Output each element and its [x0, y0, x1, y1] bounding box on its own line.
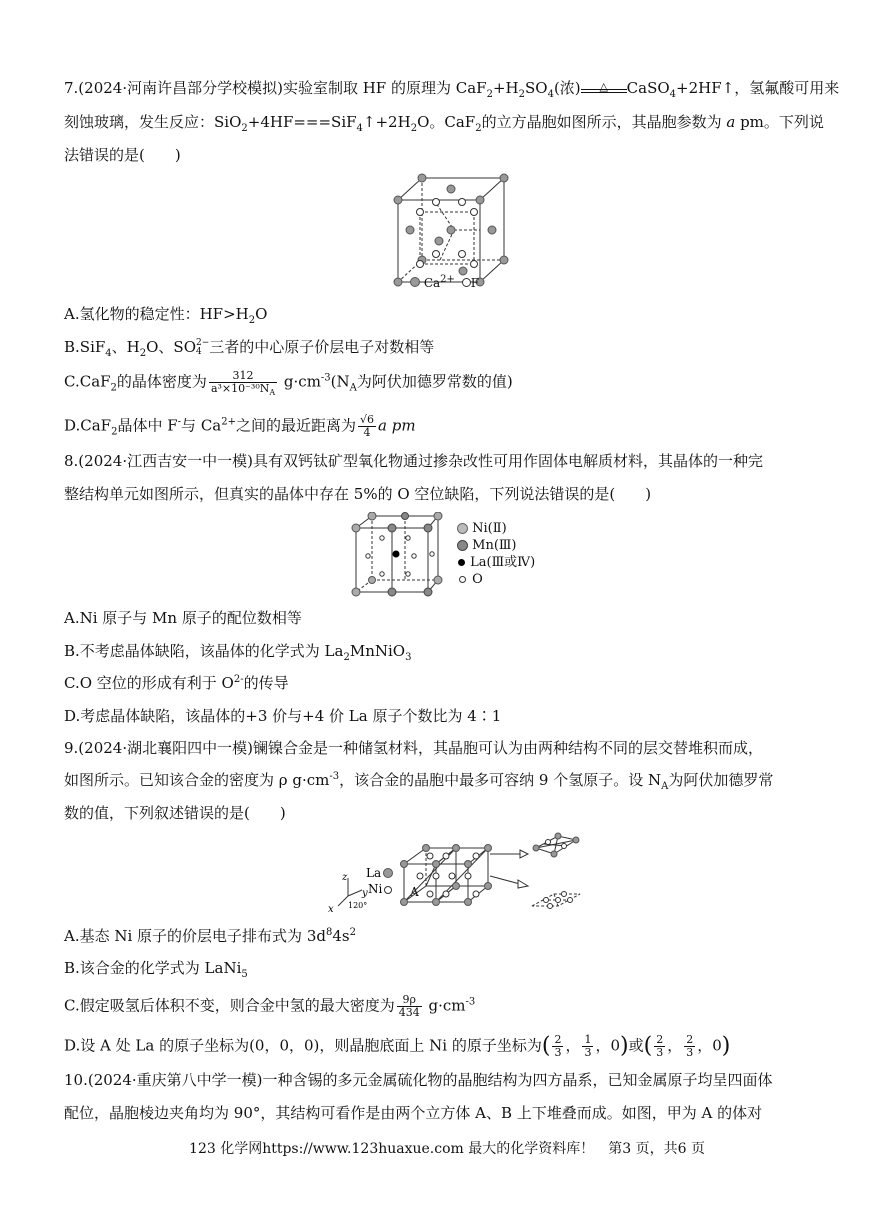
q7-line3: 法错误的是( ): [64, 146, 181, 164]
q7-option-b: B.SiF$_4$、$H_2O$、SO 2− 4 三者的中心原子价层电子对数相等: [64, 338, 435, 359]
page-footer: 123 化学网https://www.123huaxue.com 最大的化学资料库！ 第3 页，共6 页: [189, 1141, 705, 1157]
fig-ni-label: Ni: [368, 882, 383, 896]
axis-x-label: x: [328, 904, 334, 915]
q9-line3: 数的值，下列叙述错误的是( ): [64, 804, 286, 822]
q8-line2: 整结构单元如图所示，但真实的晶体中存在 5%的 O 空位缺陷，下列说法错误的是( ): [64, 485, 652, 503]
ca-dot-icon: [410, 277, 420, 287]
fig-a-label: A: [410, 885, 419, 899]
lani-cell-figure: [318, 826, 588, 918]
legend-o: O: [457, 571, 535, 588]
legend-ni: Ni(Ⅱ): [457, 520, 535, 537]
q8-option-c: C.O 空位的形成有利于 $O^{2-}$的传导: [64, 674, 289, 692]
q8-option-b: B.不考虑晶体缺陷，该晶体的化学式为 $La_2MnNiO_3$: [64, 642, 412, 663]
axis-z-label: z: [342, 872, 348, 883]
q9-line2: 如图所示。已知该合金的密度为 ρ $g\cdot cm^{-3}$，该合金的晶胞中最多可容纳 9 个氢原子。设 $N_A$为阿伏加德罗常: [64, 771, 774, 792]
distance-fraction: $\frac{√6}{4}$: [360, 413, 375, 439]
q10-line2: 配位，晶胞棱边夹角均为 90°，其结构可看作是由两个立方体 A、B 上下堆叠而成。如图，甲为 A 的体对: [64, 1104, 763, 1122]
q8-line1: 8.(2024·江西吉安一中一模)具有双钙钛矿型氧化物通过掺杂改性可用作固体电解质材料，其晶体的一种完: [64, 452, 763, 470]
heat-arrow: △: [581, 91, 627, 93]
q7-option-c: C.CaF$_2$的晶体密度为 $\frac{312}{a^3\times 10^{-30}N_A}$ $g\cdot cm^{-3}(N_A$为阿伏加德罗常数的值): [64, 369, 513, 398]
density-fraction: $\frac{312}{a^3\times 10^{-30}N_A}$: [210, 369, 276, 398]
q7-option-a: A.氢化物的稳定性：$HF>H_2O$: [64, 305, 268, 326]
q9-line1: 9.(2024·湖北襄阳四中一模)镧镍合金是一种储氢材料，其晶胞可认为由两种结构不同的层交替堆积而成，: [64, 739, 763, 757]
h-density-fraction: $\frac{9\rho}{434}$: [398, 993, 420, 1019]
q8-option-a: A.Ni 原子与 Mn 原子的配位数相等: [64, 609, 302, 627]
q9-option-b: B.该合金的化学式为 LaNi$_5$: [64, 959, 248, 980]
q9-option-a: A.基态 Ni 原子的价层电子排布式为 $3d^84s^2$: [64, 927, 356, 945]
q7-option-d: D.CaF$_2$晶体中 F-与 $Ca^{2+}$之间的最近距离为 $\frac{√6}{4}$ a pm: [64, 413, 416, 439]
q9-option-c: C.假定吸氢后体积不变，则合金中氢的最大密度为 $\frac{9\rho}{434}$ $g\cdot cm^{-3}$: [64, 993, 476, 1019]
q7-line2: 刻蚀玻璃，发生反应：$SiO_2+4HF===SiF_4↑+2H_2O$。CaF$_2$的立方晶胞如图所示，其晶胞参数为 a pm。下列说: [64, 113, 824, 134]
fig-la-label: La: [366, 866, 382, 880]
q10-line1: 10.(2024·重庆第八中学一模)一种含锡的多元金属硫化物的晶胞结构为四方晶系，已知金属原子均呈四面体: [64, 1071, 773, 1089]
legend-la: La(Ⅲ或Ⅳ): [457, 554, 535, 571]
axis-angle-label: 120°: [348, 901, 368, 910]
q9-option-d: D.设 A 处 La 的原子坐标为(0，0，0)，则晶胞底面上 Ni 的原子坐标为( $\frac{2}{3}$ ， $\frac{1}{3}$ ，0)或( $\frac{2}{3}$ ， $\frac{2}{3}$ ，0): [64, 1033, 731, 1059]
axis-y-label: y: [362, 888, 368, 899]
q8-option-d: D.考虑晶体缺陷，该晶体的+3 价与+4 价 La 原子个数比为 4∶1: [64, 707, 502, 725]
perovskite-cell-figure: [350, 512, 446, 598]
f-dot-icon: [462, 278, 471, 287]
caf2-legend: $Ca^{2+}$ F: [410, 276, 479, 290]
q7-line1: 7.(2024·河南许昌部分学校模拟)实验室制取 HF 的原理为 $CaF_2+H_2SO_4$(浓) △ CaSO$_4$+2HF↑，氢氟酸可用来: [64, 79, 840, 100]
perovskite-legend: [457, 520, 535, 588]
legend-mn: Mn(Ⅲ): [457, 537, 535, 554]
